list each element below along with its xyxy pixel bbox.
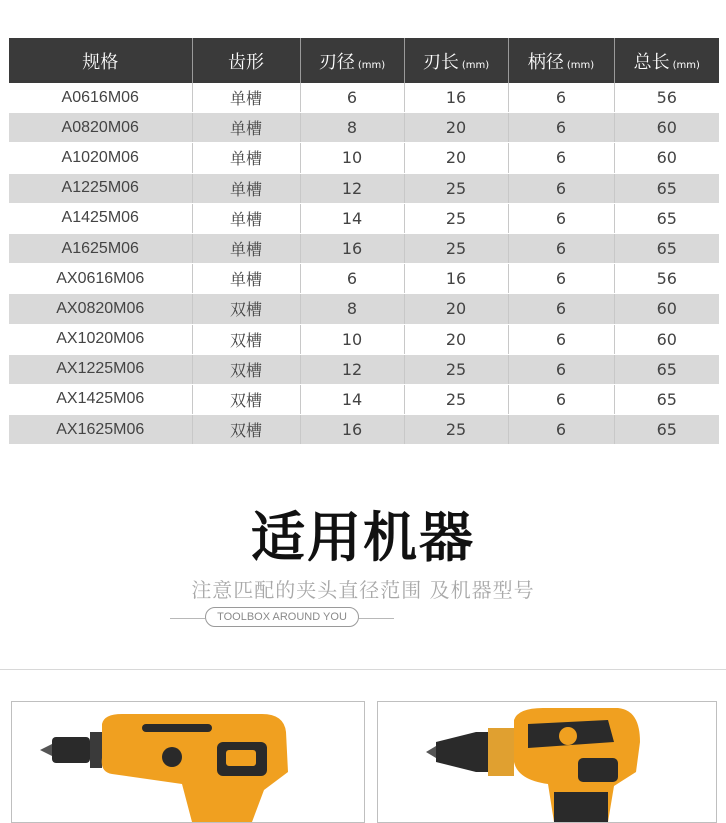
- cell-blade-length: 25: [404, 384, 508, 414]
- cell-tooth: 双槽: [192, 324, 300, 354]
- table-row: [9, 324, 719, 354]
- cell-tooth: 单槽: [192, 83, 300, 113]
- cell-total-length: 60: [614, 294, 719, 324]
- product-card-impact-drill: [11, 701, 365, 823]
- cell-shank-diameter: 6: [508, 294, 614, 324]
- table-row: [9, 264, 719, 294]
- cell-blade-length: 20: [404, 324, 508, 354]
- table-row: [9, 415, 719, 445]
- header-spec: 规格: [9, 38, 192, 83]
- tagline-line-left: [170, 618, 205, 619]
- cell-shank-diameter: 6: [508, 324, 614, 354]
- cell-blade-diameter: 12: [300, 173, 404, 203]
- cell-shank-diameter: 6: [508, 203, 614, 233]
- cell-blade-diameter: 14: [300, 203, 404, 233]
- cell-total-length: 65: [614, 203, 719, 233]
- cell-total-length: 56: [614, 264, 719, 294]
- cell-blade-length: 16: [404, 83, 508, 113]
- cell-shank-diameter: 6: [508, 233, 614, 263]
- cell-tooth: 单槽: [192, 113, 300, 143]
- cell-model: AX0616M06: [9, 264, 192, 294]
- cell-blade-length: 20: [404, 294, 508, 324]
- cell-blade-diameter: 10: [300, 324, 404, 354]
- spec-table: [9, 38, 719, 445]
- cell-blade-length: 25: [404, 203, 508, 233]
- cell-blade-length: 25: [404, 233, 508, 263]
- cell-total-length: 60: [614, 143, 719, 173]
- cell-model: AX0820M06: [9, 294, 192, 324]
- table-row: [9, 83, 719, 113]
- cell-tooth: 单槽: [192, 143, 300, 173]
- cell-blade-diameter: 14: [300, 384, 404, 414]
- cell-total-length: 65: [614, 173, 719, 203]
- section-divider: [0, 669, 726, 670]
- cell-tooth: 双槽: [192, 354, 300, 384]
- header-blade-diameter: 刃径 (mm): [300, 38, 404, 83]
- cell-model: AX1225M06: [9, 354, 192, 384]
- cell-total-length: 65: [614, 233, 719, 263]
- table-row: [9, 354, 719, 384]
- cell-blade-length: 20: [404, 143, 508, 173]
- cordless-drill-icon: [378, 702, 716, 822]
- table-row: [9, 233, 719, 263]
- cell-blade-diameter: 6: [300, 83, 404, 113]
- tagline-line-right: [359, 618, 394, 619]
- cell-shank-diameter: 6: [508, 384, 614, 414]
- cell-model: AX1625M06: [9, 415, 192, 445]
- cell-model: A0616M06: [9, 83, 192, 113]
- cell-blade-length: 25: [404, 415, 508, 445]
- cell-blade-length: 25: [404, 173, 508, 203]
- tagline-badge: TOOLBOX AROUND YOU: [205, 607, 359, 627]
- cell-tooth: 双槽: [192, 294, 300, 324]
- cell-tooth: 双槽: [192, 384, 300, 414]
- table-row: [9, 173, 719, 203]
- cell-model: A1625M06: [9, 233, 192, 263]
- cell-total-length: 65: [614, 415, 719, 445]
- header-total-length: 总长 (mm): [614, 38, 719, 83]
- table-row: [9, 384, 719, 414]
- cell-total-length: 65: [614, 384, 719, 414]
- section-title: 适用机器: [251, 506, 475, 569]
- header-shank-diameter: 柄径 (mm): [508, 38, 614, 83]
- cell-total-length: 60: [614, 113, 719, 143]
- cell-blade-diameter: 8: [300, 113, 404, 143]
- cell-tooth: 双槽: [192, 415, 300, 445]
- cell-shank-diameter: 6: [508, 354, 614, 384]
- cell-model: AX1425M06: [9, 384, 192, 414]
- cell-blade-diameter: 10: [300, 143, 404, 173]
- header-blade-length: 刃长 (mm): [404, 38, 508, 83]
- cell-blade-diameter: 6: [300, 264, 404, 294]
- table-row: [9, 143, 719, 173]
- cell-shank-diameter: 6: [508, 83, 614, 113]
- cell-shank-diameter: 6: [508, 264, 614, 294]
- table-row: [9, 203, 719, 233]
- cell-blade-length: 25: [404, 354, 508, 384]
- cell-blade-length: 16: [404, 264, 508, 294]
- cell-shank-diameter: 6: [508, 173, 614, 203]
- cell-blade-diameter: 16: [300, 233, 404, 263]
- table-row: [9, 113, 719, 143]
- cell-total-length: 60: [614, 324, 719, 354]
- product-card-cordless-drill: [377, 701, 717, 823]
- cell-model: A1425M06: [9, 203, 192, 233]
- section-subtitle: 注意匹配的夹头直径范围 及机器型号: [191, 578, 535, 602]
- cell-tooth: 单槽: [192, 203, 300, 233]
- cell-tooth: 单槽: [192, 264, 300, 294]
- header-tooth: 齿形: [192, 38, 300, 83]
- cell-tooth: 单槽: [192, 173, 300, 203]
- cell-model: A1020M06: [9, 143, 192, 173]
- cell-total-length: 56: [614, 83, 719, 113]
- table-row: [9, 294, 719, 324]
- cell-blade-length: 20: [404, 113, 508, 143]
- cell-model: A1225M06: [9, 173, 192, 203]
- cell-tooth: 单槽: [192, 233, 300, 263]
- cell-blade-diameter: 16: [300, 415, 404, 445]
- cell-total-length: 65: [614, 354, 719, 384]
- cell-shank-diameter: 6: [508, 415, 614, 445]
- cell-model: A0820M06: [9, 113, 192, 143]
- impact-drill-icon: [12, 702, 364, 822]
- cell-blade-diameter: 8: [300, 294, 404, 324]
- table-header-row: [9, 38, 719, 83]
- cell-blade-diameter: 12: [300, 354, 404, 384]
- cell-shank-diameter: 6: [508, 113, 614, 143]
- cell-model: AX1020M06: [9, 324, 192, 354]
- cell-shank-diameter: 6: [508, 143, 614, 173]
